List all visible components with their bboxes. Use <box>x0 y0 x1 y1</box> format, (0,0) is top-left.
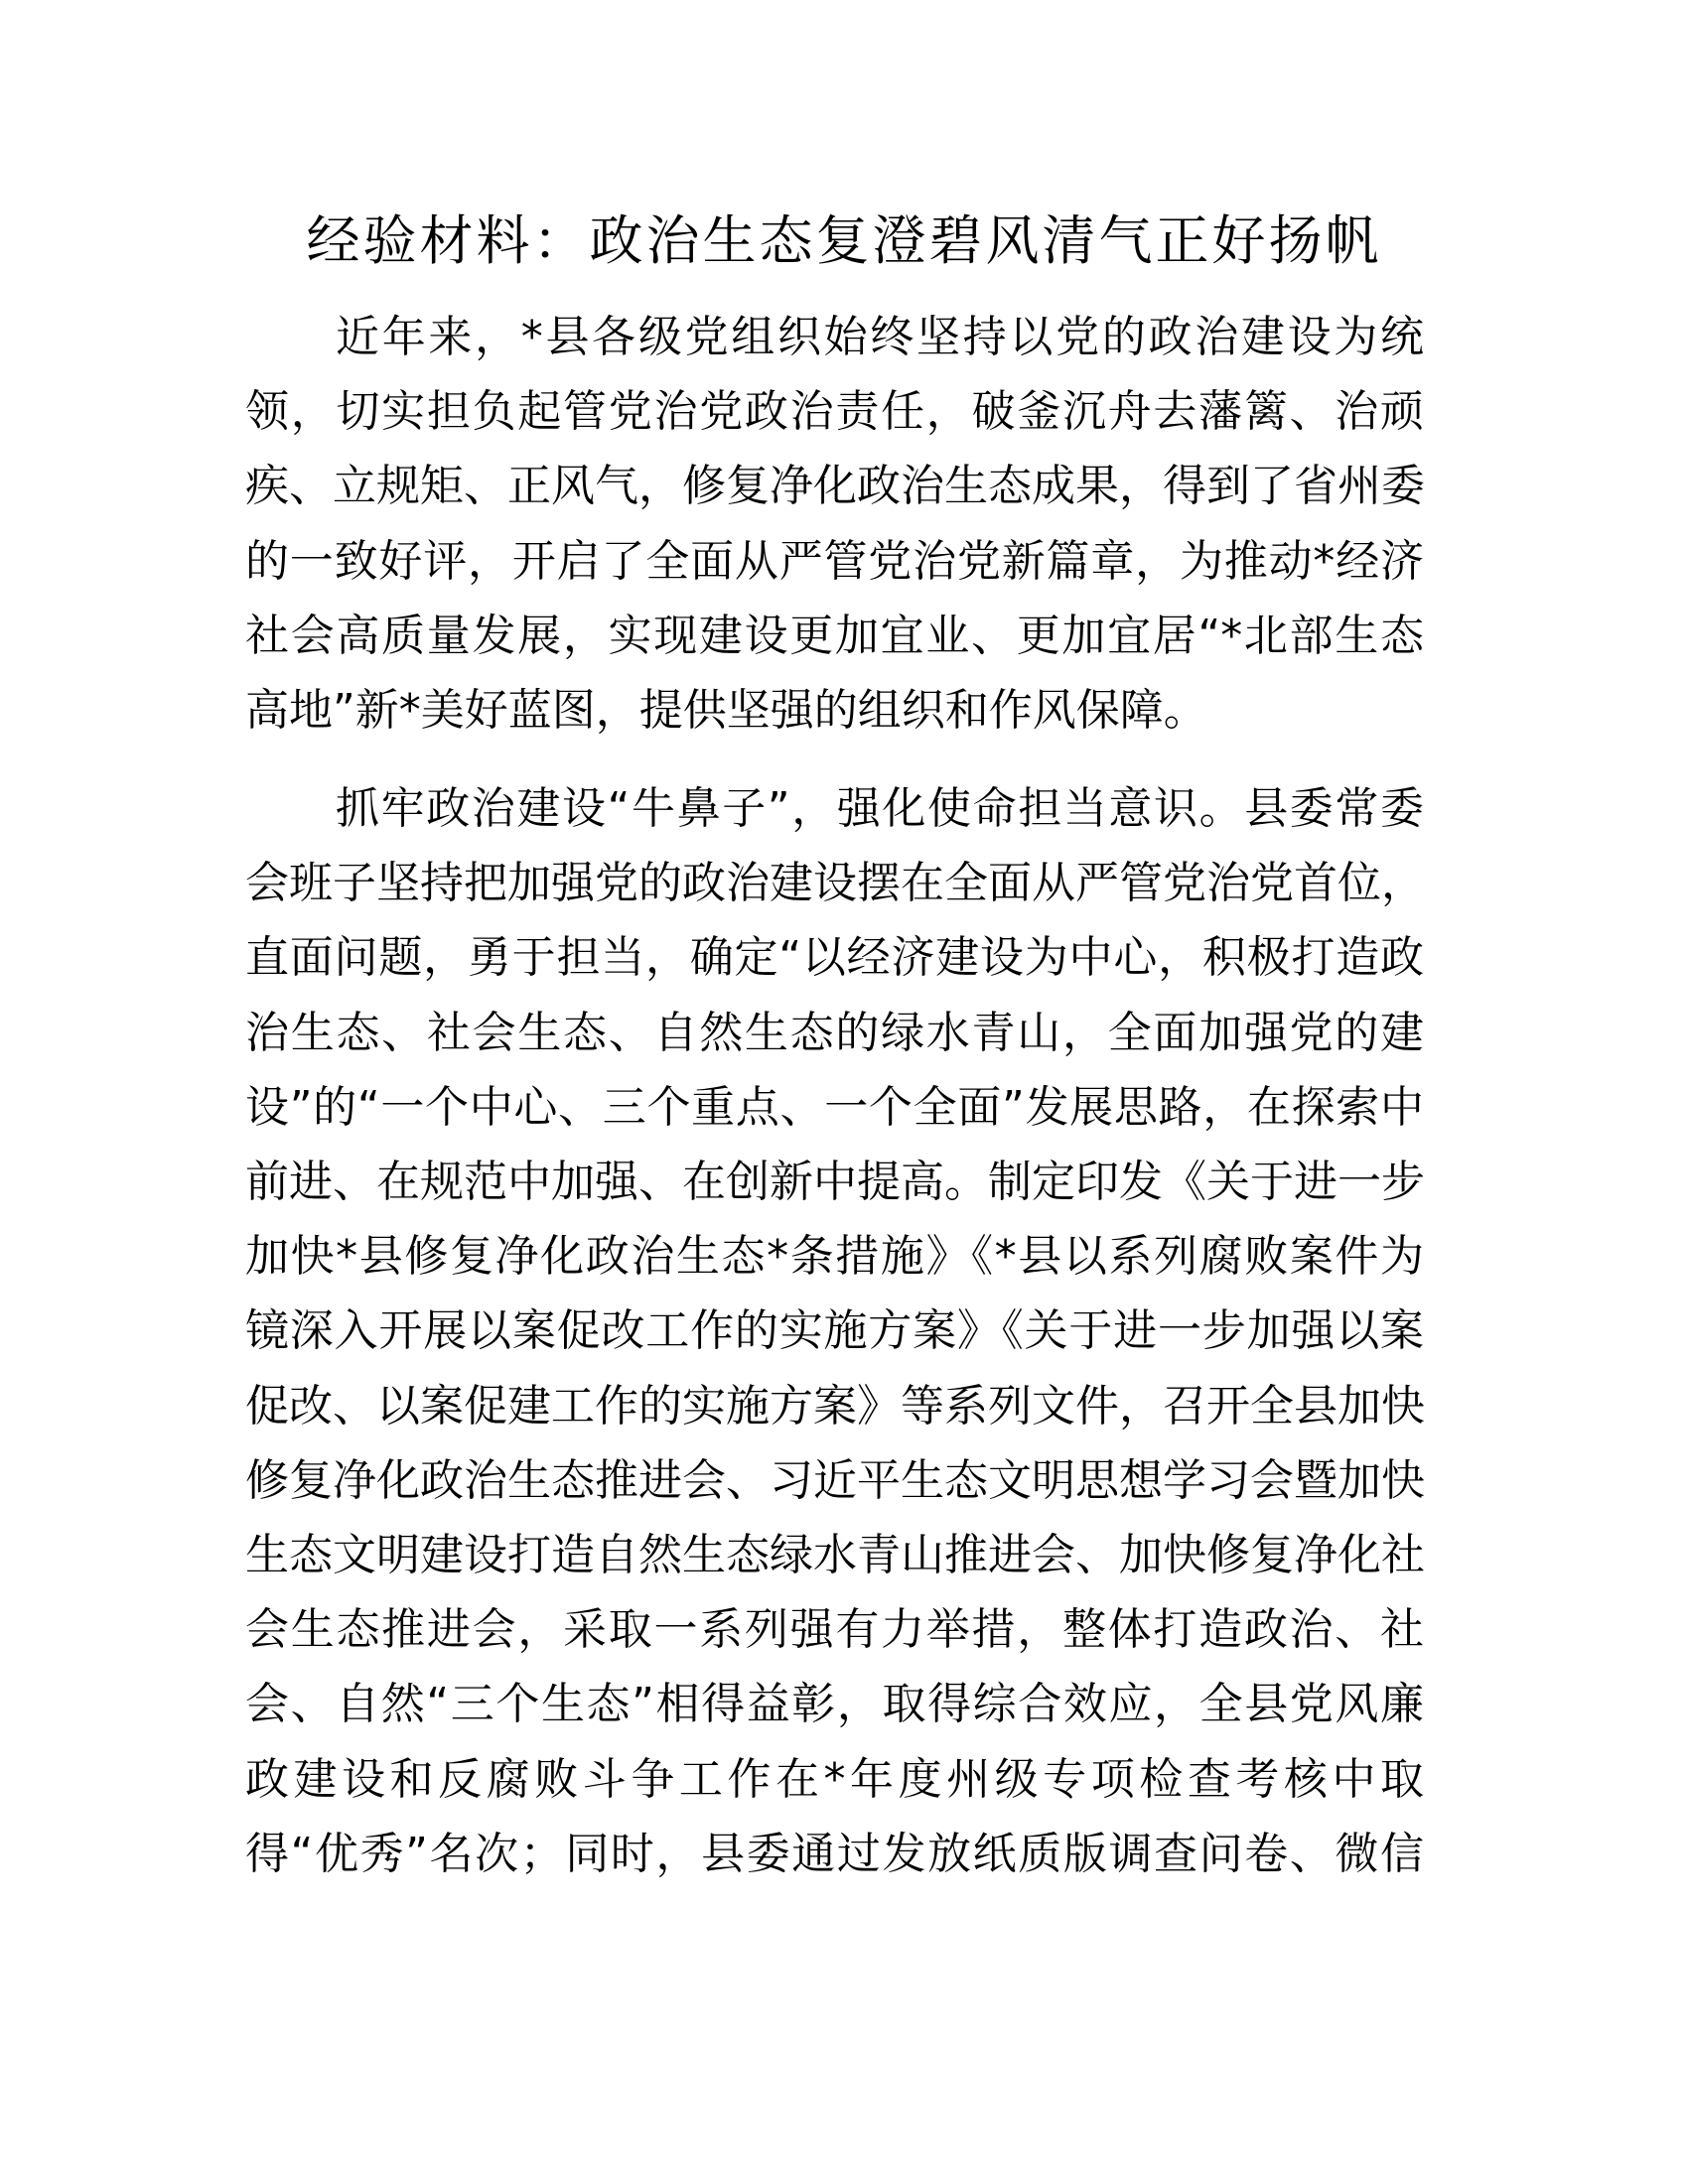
paragraph-line: 社会高质量发展，实现建设更加宜业、更加宜居“*北部生态 <box>245 610 1424 661</box>
paragraph-line: 会生态推进会，采取一系列强有力举措，整体打造政治、社 <box>245 1604 1424 1656</box>
paragraph-line: 抓牢政治建设“牛鼻子”，强化使命担当意识。县委常委 <box>336 783 1424 834</box>
paragraph-line: 直面问题，勇于担当，确定“以经济建设为中心，积极打造政 <box>245 932 1424 984</box>
paragraph-line: 的一致好评，开启了全面从严管党治党新篇章，为推动*经济 <box>245 535 1424 587</box>
paragraph-line: 设”的“一个中心、三个重点、一个全面”发展思路，在探索中 <box>245 1081 1424 1133</box>
paragraph-line: 近年来，*县各级党组织始终坚持以党的政治建设为统 <box>336 312 1424 362</box>
paragraph-line: 会、自然“三个生态”相得益彰，取得综合效应，全县党风廉 <box>245 1679 1424 1730</box>
document-title: 经验材料：政治生态复澄碧风清气正好扬帆 <box>306 209 1382 272</box>
paragraph-line: 促改、以案促建工作的实施方案》等系列文件，召开全县加快 <box>245 1380 1425 1432</box>
paragraph-line: 生态文明建设打造自然生态绿水青山推进会、加快修复净化社 <box>245 1530 1425 1580</box>
paragraph-line: 前进、在规范中加强、在创新中提高。制定印发《关于进一步 <box>245 1157 1425 1207</box>
paragraph-line: 会班子坚持把加强党的政治建设摆在全面从严管党治党首位， <box>245 858 1425 909</box>
paragraph-line: 得“优秀”名次；同时，县委通过发放纸质版调查问卷、微信 <box>245 1828 1424 1879</box>
paragraph-line: 加快*县修复净化政治生态*条措施》《*县以系列腐败案件为 <box>245 1231 1424 1283</box>
paragraph-line: 治生态、社会生态、自然生态的绿水青山，全面加强党的建 <box>245 1007 1424 1058</box>
paragraph-line: 领，切实担负起管党治党政治责任，破釜沉舟去藩篱、治顽 <box>245 386 1424 438</box>
paragraph-line: 疾、立规矩、正风气，修复净化政治生态成果，得到了省州委 <box>245 461 1425 512</box>
paragraph-line: 高地”新*美好蓝图，提供坚强的组织和作风保障。 <box>245 685 1207 736</box>
paragraph-line: 政建设和反腐败斗争工作在*年度州级专项检查考核中取 <box>245 1753 1424 1805</box>
paragraph-line: 修复净化政治生态推进会、习近平生态文明思想学习会暨加快 <box>245 1454 1425 1506</box>
paragraph-line: 镜深入开展以案促改工作的实施方案》《关于进一步加强以案 <box>245 1305 1424 1357</box>
